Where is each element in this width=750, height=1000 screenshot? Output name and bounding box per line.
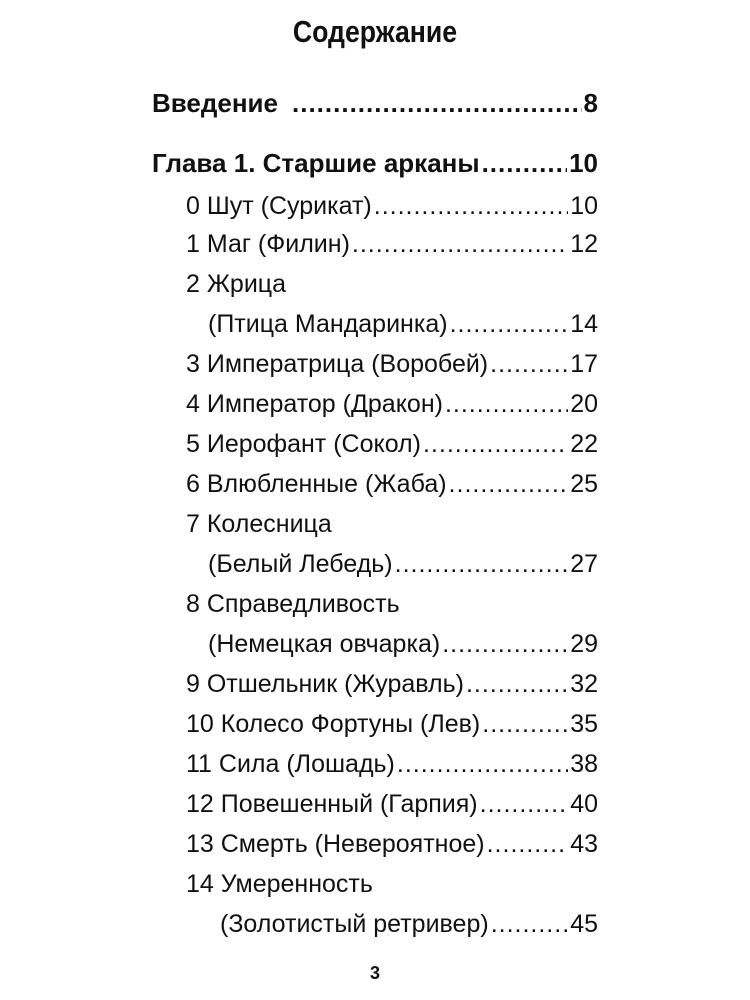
toc-page-number: 8 (583, 88, 598, 118)
toc-label: 5 Иерофант (Сокол) (186, 430, 421, 458)
toc-page-number: 17 (570, 350, 598, 378)
leader-dots (292, 88, 582, 119)
toc-page-number: 14 (570, 310, 598, 338)
leader-dots (450, 310, 569, 339)
toc-label: 13 Смерть (Невероятное) (186, 830, 485, 858)
toc-entry-chapter[interactable] (152, 148, 598, 179)
toc-page-number: 20 (570, 390, 598, 418)
toc-entry-heading[interactable]: 14 Умеренность (186, 870, 373, 898)
leader-dots (487, 830, 569, 859)
toc-page-number: 22 (570, 430, 598, 458)
toc-page-number: 12 (570, 230, 598, 258)
page-number: 3 (369, 963, 380, 983)
toc-label: 9 Отшельник (Журавль) (186, 670, 464, 698)
toc-page-number: 10 (570, 192, 598, 220)
toc-label: (Немецкая овчарка) (208, 630, 441, 658)
toc-entry[interactable] (186, 430, 598, 459)
leader-dots (442, 630, 568, 659)
toc-label: 4 Император (Дракон) (186, 390, 443, 418)
toc-label: 6 Влюбленные (Жаба) (186, 470, 447, 498)
toc-entry[interactable] (186, 192, 598, 221)
toc-label: 3 Императрица (Воробей) (186, 350, 489, 378)
toc-entry-intro[interactable] (152, 88, 598, 119)
toc-page-number: 40 (570, 790, 598, 818)
toc-entry-heading[interactable]: 2 Жрица (186, 270, 287, 298)
toc-page-number: 27 (570, 550, 598, 578)
toc-page-number: 29 (570, 630, 598, 658)
toc-page-number: 38 (570, 750, 598, 778)
toc-entry[interactable] (208, 310, 598, 339)
leader-dots (449, 470, 569, 499)
toc-entry-heading[interactable]: 7 Колесница (186, 510, 332, 538)
leader-dots (490, 350, 568, 379)
toc-label: (Золотистый ретривер) (220, 910, 489, 938)
toc-page-number: 10 (569, 148, 598, 178)
leader-dots (397, 750, 568, 779)
leader-dots (482, 148, 568, 179)
toc-entry[interactable] (186, 350, 598, 379)
toc-entry[interactable] (186, 670, 598, 699)
toc-entry[interactable] (186, 710, 598, 739)
leader-dots (395, 550, 569, 579)
leader-dots (466, 670, 568, 699)
leader-dots (445, 390, 568, 419)
leader-dots (482, 710, 568, 739)
toc-entry[interactable] (186, 790, 598, 819)
toc-label: 0 Шут (Сурикат) (186, 192, 372, 220)
leader-dots (423, 430, 568, 459)
leader-dots (491, 910, 569, 939)
toc-label: 12 Повешенный (Гарпия) (186, 790, 478, 818)
toc-page-number: 45 (570, 910, 598, 938)
toc-entry[interactable] (208, 630, 598, 659)
toc-label: Глава 1. Старшие арканы (152, 148, 480, 178)
toc-entry[interactable] (186, 830, 598, 859)
toc-entry[interactable] (186, 750, 598, 779)
toc-label: 11 Сила (Лошадь) (186, 750, 395, 778)
page-title: Содержание (292, 14, 458, 49)
toc-label: 1 Маг (Филин) (186, 230, 350, 258)
toc-label: 10 Колесо Фортуны (Лев) (186, 710, 481, 738)
toc-entry[interactable] (220, 910, 598, 939)
toc-page-number: 32 (570, 670, 598, 698)
toc-entry[interactable] (208, 550, 598, 579)
toc-label: Введение (152, 88, 278, 118)
toc-page-number: 25 (570, 470, 598, 498)
toc-page-number: 35 (570, 710, 598, 738)
toc-label: (Белый Лебедь) (208, 550, 393, 578)
toc-entry[interactable] (186, 470, 598, 499)
toc-label: (Птица Мандаринка) (208, 310, 448, 338)
leader-dots (374, 192, 568, 221)
toc-entry[interactable] (186, 390, 598, 419)
toc-entry[interactable] (186, 230, 598, 259)
leader-dots (480, 790, 569, 819)
toc-entry-heading[interactable]: 8 Справедливость (186, 590, 400, 618)
toc-page-number: 43 (570, 830, 598, 858)
leader-dots (352, 230, 568, 259)
